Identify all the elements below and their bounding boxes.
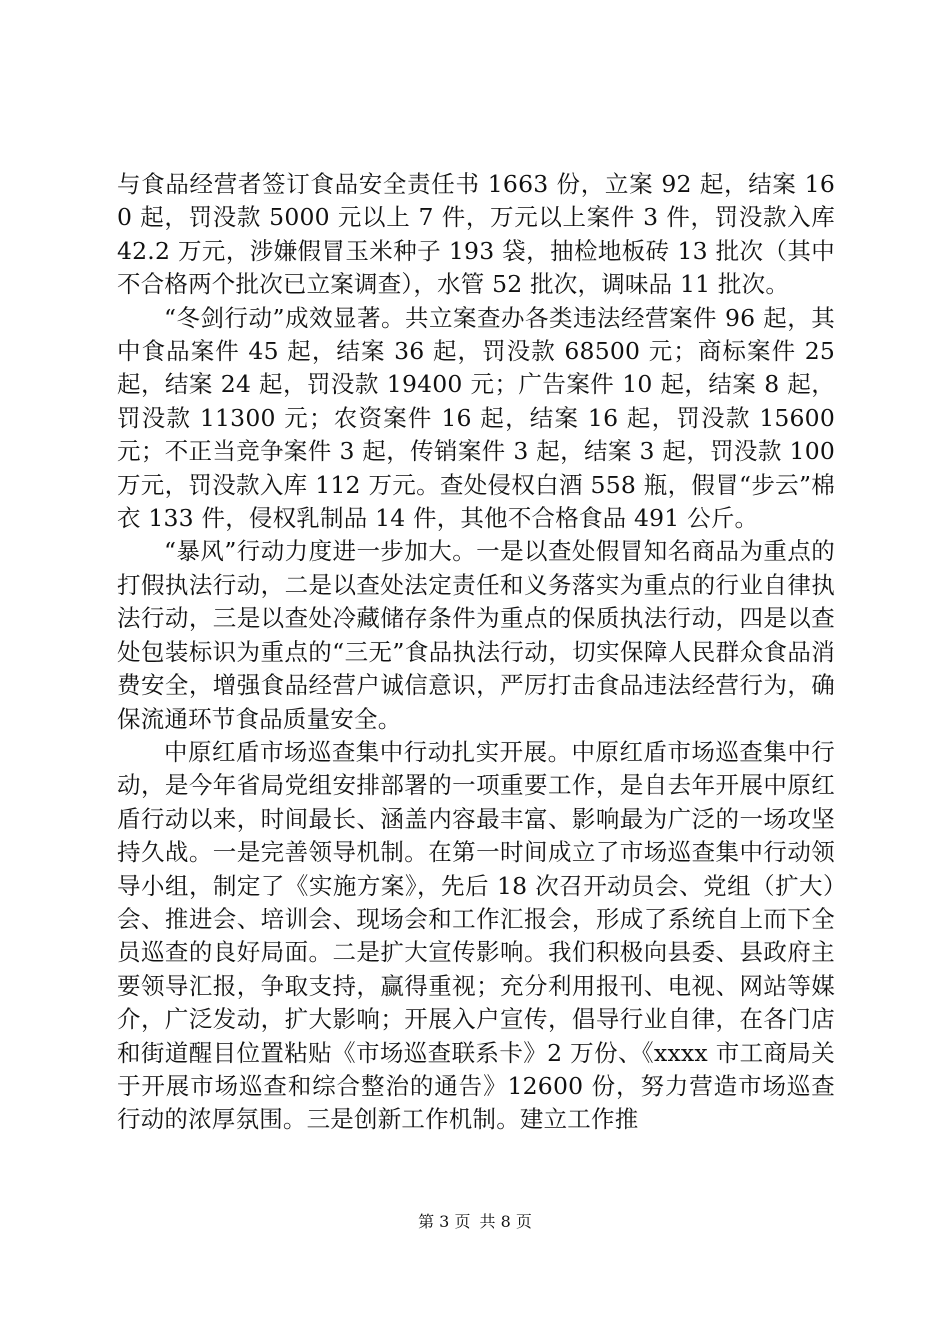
page-total: 共 8 页	[479, 1212, 532, 1231]
paragraph-enforcement-stats: 与食品经营者签订食品安全责任书 1663 份，立案 92 起，结案 160 起，罚没款 5000 元以上 7 件，万元以上案件 3 件，罚没款入库 42.2 万元，涉嫌假冒玉米种子 193 袋，抽检地板砖 13 批次（其中不合格两个批次已立案调查），水管 52 批次，调味品 11 批次。	[117, 170, 835, 299]
page-number: 第 3 页	[418, 1212, 471, 1231]
paragraph-storm-action: “暴风”行动力度进一步加大。一是以查处假冒知名商品为重点的打假执法行动，二是以查处法定责任和义务落实为重点的行业自律执法行动，三是以查处冷藏储存条件为重点的保质执法行动，四是以查处包装标识为重点的“三无”食品执法行动，切实保障人民群众食品消费安全，增强食品经营户诚信意识，严厉打击食品违法经营行为，确保流通环节食品质量安全。	[117, 537, 835, 733]
paragraph-red-shield-inspection: 中原红盾市场巡查集中行动扎实开展。中原红盾市场巡查集中行动，是今年省局党组安排部署的一项重要工作，是自去年开展中原红盾行动以来，时间最长、涵盖内容最丰富、影响最为广泛的一场攻坚持久战。一是完善领导机制。在第一时间成立了市场巡查集中行动领导小组，制定了《实施方案》，先后 18 次召开动员会、党组（扩大）会、推进会、培训会、现场会和工作汇报会，形成了系统自上而下全员巡查的良好局面。二是扩大宣传影响。我们积极向县委、县政府主要领导汇报，争取支持，赢得重视；充分利用报刊、电视、网站等媒介，广泛发动，扩大影响；开展入户宣传，倡导行业自律，在各门店和街道醒目位置粘贴《市场巡查联系卡》2 万份、《xxxx 市工商局关于开展市场巡查和综合整治的通告》12600 份，努力营造市场巡查行动的浓厚氛围。三是创新工作机制。建立工作推	[117, 737, 835, 1134]
document-body	[117, 168, 835, 1137]
paragraph-winter-sword-action: “冬剑行动”成效显著。共立案查办各类违法经营案件 96 起，其中食品案件 45 起，结案 36 起，罚没款 68500 元；商标案件 25 起，结案 24 起，罚没款 19400 元；广告案件 10 起，结案 8 起，罚没款 11300 元；农资案件 16 起，结案 16 起，罚没款 15600 元；不正当竞争案件 3 起，传销案件 3 起，结案 3 起，罚没款 100 万元，罚没款入库 112 万元。查处侵权白酒 558 瓶，假冒“步云”棉衣 133 件，侵权乳制品 14 件，其他不合格食品 491 公斤。	[117, 303, 835, 533]
page-footer	[0, 1211, 950, 1233]
